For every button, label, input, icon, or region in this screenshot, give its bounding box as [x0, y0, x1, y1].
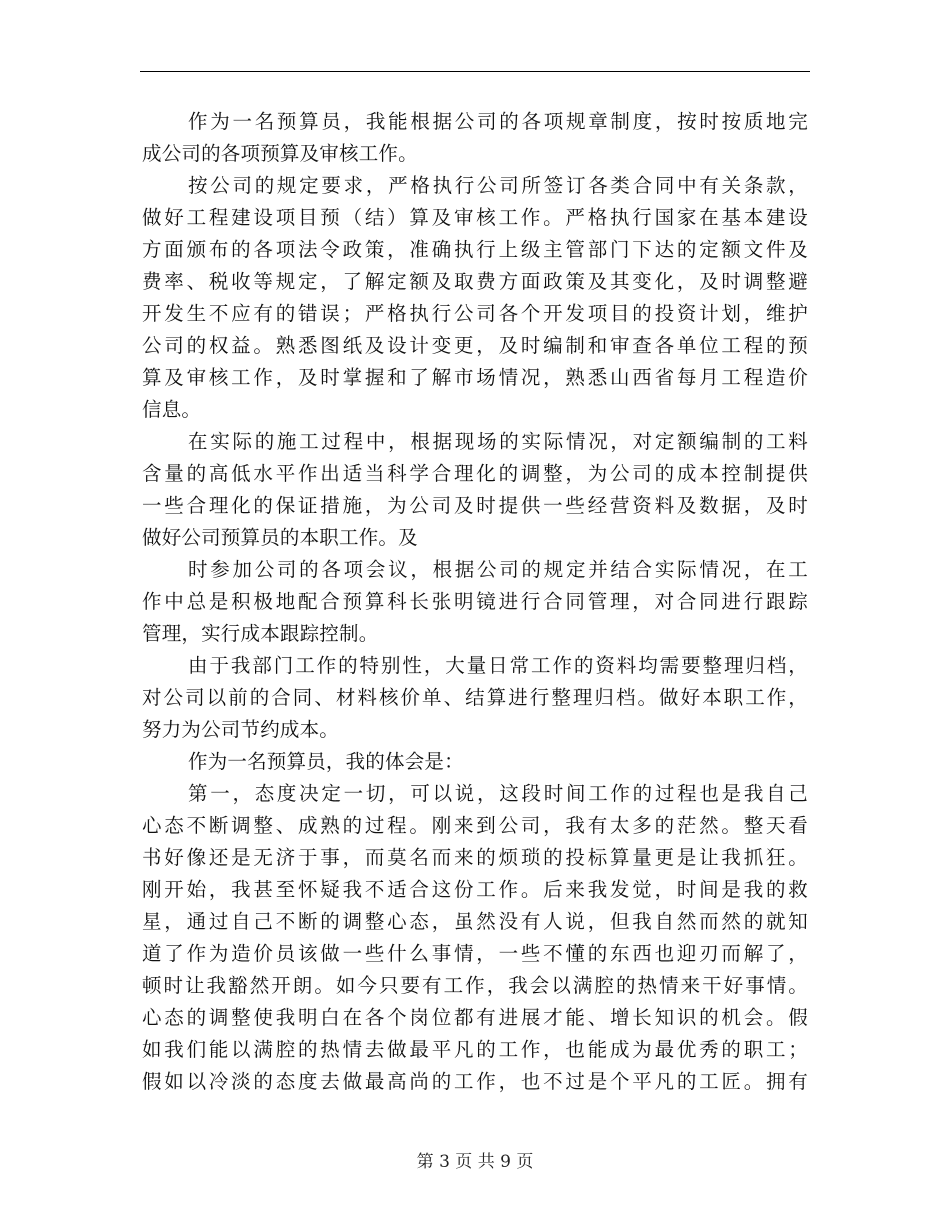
paragraph-4-line-2: 作中总是积极地配合预算科长张明镜进行合同管理，对合同进行跟踪: [142, 590, 808, 613]
paragraph-3-line-1: 在实际的施工过程中，根据现场的实际情况，对定额编制的工料: [188, 430, 808, 453]
paragraph-4-line-1: 时参加公司的各项会议，根据公司的规定并结合实际情况，在工: [188, 558, 808, 581]
paragraph-7-line-1: 第一，态度决定一切，可以说，这段时间工作的过程也是我自己: [188, 782, 808, 805]
paragraph-2-line-5: 开发生不应有的错误；严格执行公司各个开发项目的投资计划，维护: [142, 302, 808, 325]
paragraph-3-line-3: 一些合理化的保证措施，为公司及时提供一些经营资料及数据，及时: [142, 494, 808, 517]
header-rule: [140, 71, 810, 72]
paragraph-2-line-1: 按公司的规定要求，严格执行公司所签订各类合同中有关条款，: [188, 174, 808, 197]
paragraph-2-line-4: 费率、税收等规定，了解定额及取费方面政策及其变化，及时调整避: [142, 270, 808, 293]
paragraph-2-line-3: 方面颁布的各项法令政策，准确执行上级主管部门下达的定额文件及: [142, 238, 808, 261]
paragraph-4-line-3: 管理，实行成本跟踪控制。: [142, 622, 379, 645]
paragraph-7-line-2: 心态不断调整、成熟的过程。刚来到公司，我有太多的茫然。整天看: [142, 814, 808, 837]
paragraph-7-line-5: 星，通过自己不断的调整心态，虽然没有人说，但我自然而然的就知: [142, 910, 808, 933]
paragraph-7-line-8: 心态的调整使我明白在各个岗位都有进展才能、增长知识的机会。假: [142, 1006, 808, 1029]
paragraph-7-line-6: 道了作为造价员该做一些什么事情，一些不懂的东西也迎刃而解了，: [142, 942, 808, 965]
paragraph-3-line-2: 含量的高低水平作出适当科学合理化的调整，为公司的成本控制提供: [142, 462, 808, 485]
paragraph-5-line-3: 努力为公司节约成本。: [142, 718, 340, 741]
paragraph-5-line-1: 由于我部门工作的特别性，大量日常工作的资料均需要整理归档，: [188, 654, 808, 677]
paragraph-1-line-1: 作为一名预算员，我能根据公司的各项规章制度，按时按质地完: [188, 110, 808, 133]
paragraph-5-line-2: 对公司以前的合同、材料核价单、结算进行整理归档。做好本职工作，: [142, 686, 808, 709]
paragraph-7-line-9: 如我们能以满腔的热情去做最平凡的工作，也能成为最优秀的职工；: [142, 1038, 808, 1061]
paragraph-1-line-2: 成公司的各项预算及审核工作。: [142, 142, 418, 165]
paragraph-2-line-2: 做好工程建设项目预（结）算及审核工作。严格执行国家在基本建设: [142, 206, 808, 229]
paragraph-7-line-4: 刚开始，我甚至怀疑我不适合这份工作。后来我发觉，时间是我的救: [142, 878, 808, 901]
paragraph-7-line-3: 书好像还是无济于事，而莫名而来的烦琐的投标算量更是让我抓狂。: [142, 846, 808, 869]
paragraph-2-line-7: 算及审核工作，及时掌握和了解市场情况，熟悉山西省每月工程造价: [142, 366, 808, 389]
document-body: [142, 106, 808, 1098]
paragraph-6-line-1: 作为一名预算员，我的体会是：: [188, 750, 464, 773]
paragraph-7-line-10: 假如以冷淡的态度去做最高尚的工作，也不过是个平凡的工匠。拥有: [142, 1070, 808, 1093]
paragraph-7-line-7: 顿时让我豁然开朗。如今只要有工作，我会以满腔的热情来干好事情。: [142, 974, 808, 997]
paragraph-2-line-6: 公司的权益。熟悉图纸及设计变更，及时编制和审查各单位工程的预: [142, 334, 808, 357]
paragraph-2-line-8: 信息。: [142, 398, 202, 421]
paragraph-3-line-4: 做好公司预算员的本职工作。及: [142, 526, 418, 549]
page-footer: [0, 1150, 950, 1174]
page-number-label: 第 3 页 共 9 页: [416, 1152, 534, 1172]
